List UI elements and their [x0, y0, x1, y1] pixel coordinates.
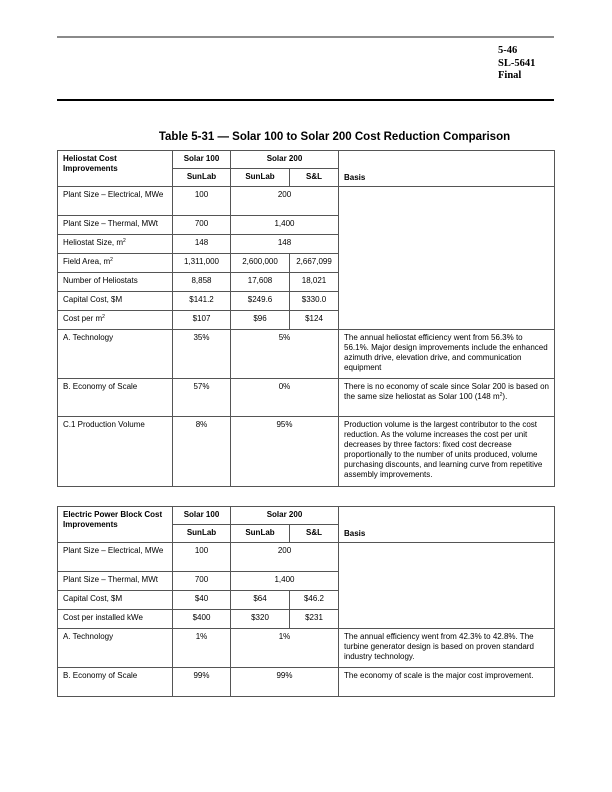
solar100-value: $400	[173, 610, 231, 629]
solar200-value: 1,400	[231, 572, 339, 591]
solar100-value: $141.2	[173, 292, 231, 311]
row-label: A. Technology	[58, 330, 173, 379]
col-solar200-sl: S&L	[290, 525, 339, 543]
basis-text: The economy of scale is the major cost improvement.	[339, 668, 555, 697]
solar200-value: 148	[231, 235, 339, 254]
col-solar200: Solar 200	[231, 151, 339, 169]
col-basis: Basis	[339, 151, 555, 187]
basis-text: Production volume is the largest contributor to the cost reduction. As the volume increases the cost per unit decreases by three factors: fixed cost decrease proportionally to the number of units produced, volume purchasing discounts, and learning curve from repetitive assembly improvements.	[339, 417, 555, 487]
row-label: Plant Size – Thermal, MWt	[58, 216, 173, 235]
col-solar100: Solar 100	[173, 151, 231, 169]
solar100-value: 35%	[173, 330, 231, 379]
col-basis: Basis	[339, 507, 555, 543]
row-label: Number of Heliostats	[58, 273, 173, 292]
page-number: 5-46	[498, 45, 518, 56]
solar100-value: 57%	[173, 379, 231, 417]
solar100-value: 100	[173, 187, 231, 216]
solar100-value: $107	[173, 311, 231, 330]
basis-text: The annual heliostat efficiency went from 56.3% to 56.1%. Major design improvements include the enhanced azimuth drive, elevation drive, and communication equipment	[339, 330, 555, 379]
col-solar200: Solar 200	[231, 507, 339, 525]
basis-text: The annual efficiency went from 42.3% to 42.8%. The turbine generator design is based on proven standard industry technology.	[339, 629, 555, 668]
solar100-value: 700	[173, 216, 231, 235]
col-solar100-sunlab: SunLab	[173, 169, 231, 187]
table-row	[58, 668, 555, 697]
page-header	[498, 45, 535, 83]
table-row	[58, 629, 555, 668]
solar100-value: 8%	[173, 417, 231, 487]
solar200-value: 200	[231, 543, 339, 572]
solar200-sunlab-value: 17,608	[231, 273, 290, 292]
basis-empty	[339, 543, 555, 629]
row-label: Plant Size – Electrical, MWe	[58, 543, 173, 572]
basis-text: There is no economy of scale since Solar 200 is based on the same size heliostat as Solar 100 (148 $m^2$).	[339, 379, 555, 417]
col-solar100-sunlab: SunLab	[173, 525, 231, 543]
solar100-value: 1,311,000	[173, 254, 231, 273]
solar100-value: $40	[173, 591, 231, 610]
solar200-sl-value: $124	[290, 311, 339, 330]
table-row	[58, 330, 555, 379]
power-block-heading: Electric Power Block Cost Improvements	[58, 507, 173, 543]
solar200-value: 1,400	[231, 216, 339, 235]
solar200-sunlab-value: $320	[231, 610, 290, 629]
solar200-value: 1%	[231, 629, 339, 668]
solar200-value: 99%	[231, 668, 339, 697]
table-row	[58, 379, 555, 417]
solar100-value: 148	[173, 235, 231, 254]
table-row	[58, 543, 555, 572]
row-label: Capital Cost, $M	[58, 292, 173, 311]
table-title: Table 5-31 — Solar 100 to Solar 200 Cost Reduction Comparison	[158, 131, 511, 143]
col-solar200-sunlab: SunLab	[231, 525, 290, 543]
document-status: Final	[498, 70, 522, 81]
row-label: Plant Size – Electrical, MWe	[58, 187, 173, 216]
basis-empty	[339, 187, 555, 330]
solar200-sunlab-value: $64	[231, 591, 290, 610]
solar200-sunlab-value: $96	[231, 311, 290, 330]
solar200-value: 200	[231, 187, 339, 216]
solar200-value: 95%	[231, 417, 339, 487]
document-id: SL-5641	[498, 57, 536, 69]
solar200-sl-value: 18,021	[290, 273, 339, 292]
solar100-value: 99%	[173, 668, 231, 697]
row-label: C.1 Production Volume	[58, 417, 173, 487]
solar200-sl-value: 2,667,099	[290, 254, 339, 273]
header-rule-top	[57, 36, 554, 38]
solar200-value: 5%	[231, 330, 339, 379]
power-block-cost-table	[57, 506, 555, 697]
row-label: Capital Cost, $M	[58, 591, 173, 610]
row-label: Cost per $m^2$	[58, 311, 173, 330]
solar200-sl-value: $231	[290, 610, 339, 629]
row-label: Cost per installed kWe	[58, 610, 173, 629]
header-rule-bottom	[57, 99, 554, 101]
col-solar200-sl: S&L	[290, 169, 339, 187]
row-label: A. Technology	[58, 629, 173, 668]
solar200-sl-value: $330.0	[290, 292, 339, 311]
solar100-value: 700	[173, 572, 231, 591]
solar100-value: 100	[173, 543, 231, 572]
solar100-value: 1%	[173, 629, 231, 668]
solar100-value: 8,858	[173, 273, 231, 292]
solar200-value: 0%	[231, 379, 339, 417]
table-row	[58, 417, 555, 487]
row-label: B. Economy of Scale	[58, 668, 173, 697]
table-row	[58, 187, 555, 216]
col-solar100: Solar 100	[173, 507, 231, 525]
row-label: Heliostat Size, $m^2$	[58, 235, 173, 254]
row-label: Field Area, $m^2$	[58, 254, 173, 273]
heliostat-heading: Heliostat Cost Improvements	[58, 151, 173, 187]
col-solar200-sunlab: SunLab	[231, 169, 290, 187]
row-label: B. Economy of Scale	[58, 379, 173, 417]
solar200-sunlab-value: $249.6	[231, 292, 290, 311]
solar200-sl-value: $46.2	[290, 591, 339, 610]
heliostat-cost-table	[57, 150, 555, 487]
solar200-sunlab-value: 2,600,000	[231, 254, 290, 273]
row-label: Plant Size – Thermal, MWt	[58, 572, 173, 591]
